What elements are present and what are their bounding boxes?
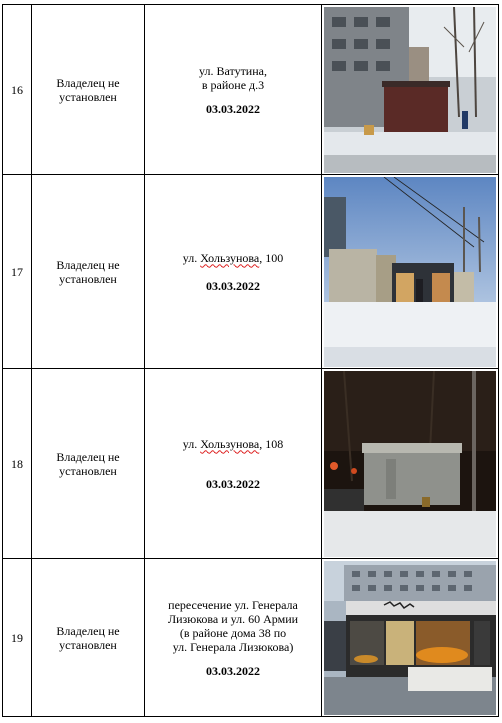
row-number: 18 [3,369,32,559]
address-prefix: ул. [182,436,201,451]
owner-cell [32,369,145,559]
address-line: (в районе дома 38 по [179,625,287,640]
address-line: ул. Генерала Лизюкова) [172,639,294,654]
owner-cell [32,559,145,717]
photo-image [324,371,496,557]
table-row [3,5,499,175]
fruit-kiosk-photo [324,561,496,715]
kiosk-night-photo [324,371,496,557]
address-line [151,251,315,265]
date-text: 03.03.2022 [206,278,260,293]
kiosk-table [2,4,499,717]
owner-text: Владелец не установлен [56,257,120,286]
address-line: Лизюкова и ул. 60 Армии [167,611,299,626]
photo-image [324,177,496,367]
address-suffix: , 108 [259,436,284,451]
owner-text: Владелец не установлен [56,623,120,652]
row-number: 19 [3,559,32,717]
row-number: 17 [3,175,32,369]
photo-image [324,561,496,715]
address-cell [145,559,322,717]
owner-cell [32,5,145,175]
date-text: 03.03.2022 [206,101,260,116]
street-kiosk-photo [324,7,496,173]
owner-text: Владелец не установлен [56,449,120,478]
address-prefix: ул. [182,250,201,265]
date-text: 03.03.2022 [206,663,260,678]
photo-cell [322,559,499,717]
row-number: 16 [3,5,32,175]
photo-cell [322,369,499,559]
owner-text: Владелец не установлен [56,75,120,104]
address-cell [145,5,322,175]
table-row [3,369,499,559]
kiosk-snow-photo [324,177,496,367]
address-line: в районе д.3 [201,77,265,92]
table-row [3,175,499,369]
address-line [151,437,315,451]
table-row [3,559,499,717]
owner-cell [32,175,145,369]
address-street: Хользунова [200,436,260,451]
address-suffix: , 100 [259,250,284,265]
photo-cell [322,5,499,175]
photo-image [324,7,496,173]
address-street: Хользунова [200,250,260,265]
address-line: пересечение ул. Генерала [168,597,298,612]
address-cell [145,175,322,369]
photo-cell [322,175,499,369]
address-line: ул. Ватутина, [199,63,267,78]
address-cell [145,369,322,559]
date-text: 03.03.2022 [206,476,260,491]
